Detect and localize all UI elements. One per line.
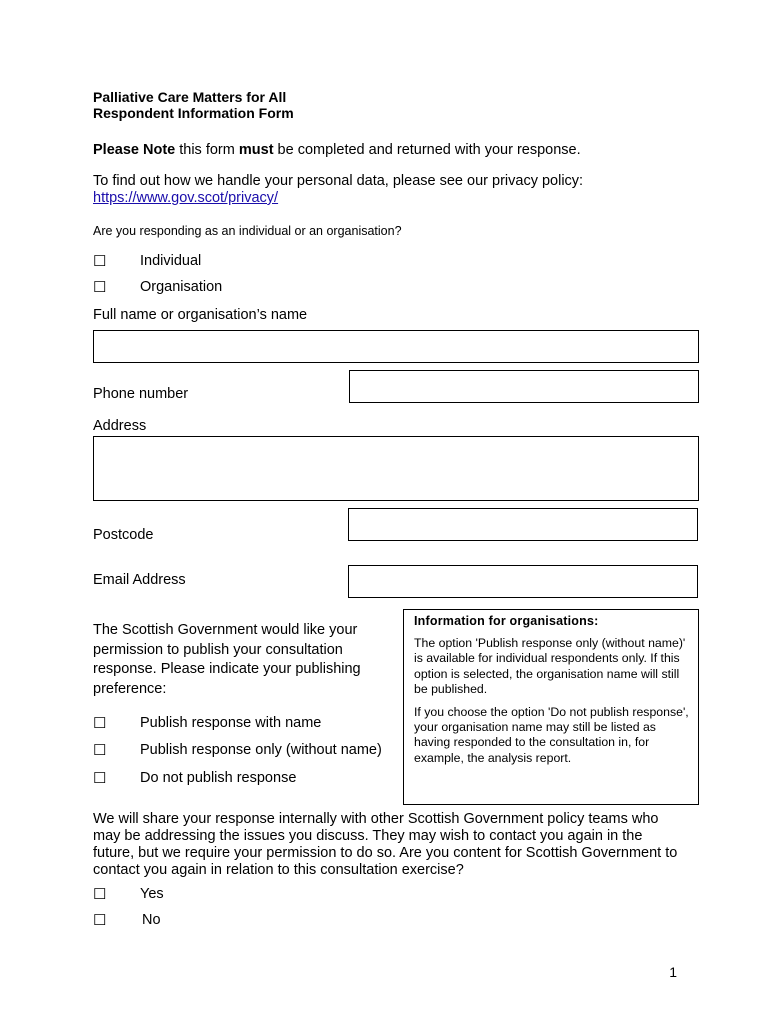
organisation-label: Organisation — [140, 279, 223, 295]
phone-field[interactable] — [349, 370, 699, 403]
contact-yes-checkbox[interactable]: ☐ — [93, 886, 107, 903]
privacy-link[interactable]: https://www.gov.scot/privacy/ — [93, 190, 279, 206]
info-box-paragraph-1: The option 'Publish response only (without name)' is available for individual respondents only. If this option is selected, the organisation name will still be published. — [414, 636, 686, 697]
info-box-organisations — [403, 609, 699, 805]
contact-permission-text: We will share your response internally with other Scottish Government policy teams who may be addressing the issues you discuss. They may wish to contact you again in the future, but we require your permission to do so. Are you content for Scottish Government to contact you again in relation to this consultation exercise? — [93, 811, 678, 878]
publishing-intro: The Scottish Government would like your permission to publish your consultation response. Please indicate your publishing preference: — [93, 622, 361, 697]
contact-no-checkbox[interactable]: ☐ — [93, 912, 107, 929]
title-line-1: Palliative Care Matters for All — [93, 89, 287, 105]
info-box-paragraph-2: If you choose the option 'Do not publish response', your organisation name may still be listed as having responded to the consultation in, for example, the analysis report. — [414, 704, 689, 765]
title-line-2: Respondent Information Form — [93, 105, 294, 121]
please-note-text-1: this form — [175, 142, 239, 158]
please-note-text-2: be completed and returned with your response. — [273, 142, 581, 158]
do-not-publish-label: Do not publish response — [140, 770, 297, 786]
full-name-field[interactable] — [93, 330, 699, 363]
publish-without-name-label: Publish response only (without name) — [140, 742, 382, 758]
publish-with-name-label: Publish response with name — [140, 715, 322, 731]
please-note-bold: Please Note — [93, 142, 176, 158]
email-field[interactable] — [348, 565, 698, 598]
publish-without-name-checkbox[interactable]: ☐ — [93, 742, 107, 759]
contact-yes-label: Yes — [140, 886, 164, 902]
email-label: Email Address — [93, 572, 186, 588]
phone-label: Phone number — [93, 386, 189, 402]
postcode-field[interactable] — [348, 508, 698, 541]
privacy-text: To find out how we handle your personal data, please see our privacy policy: — [93, 173, 584, 189]
info-box-heading: Information for organisations: — [414, 614, 599, 628]
individual-checkbox[interactable]: ☐ — [93, 253, 107, 270]
page-number: 1 — [669, 964, 677, 980]
publish-with-name-checkbox[interactable]: ☐ — [93, 715, 107, 732]
postcode-label: Postcode — [93, 527, 154, 543]
address-label: Address — [93, 418, 147, 434]
respondent-type-question: Are you responding as an individual or an organisation? — [93, 224, 402, 238]
full-name-label: Full name or organisation’s name — [93, 307, 308, 323]
contact-no-label: No — [142, 912, 161, 928]
individual-label: Individual — [140, 253, 202, 269]
address-field[interactable] — [93, 436, 699, 501]
organisation-checkbox[interactable]: ☐ — [93, 279, 107, 296]
must-bold: must — [238, 142, 274, 158]
form-title — [93, 89, 294, 121]
do-not-publish-checkbox[interactable]: ☐ — [93, 770, 107, 787]
please-note — [93, 142, 581, 159]
